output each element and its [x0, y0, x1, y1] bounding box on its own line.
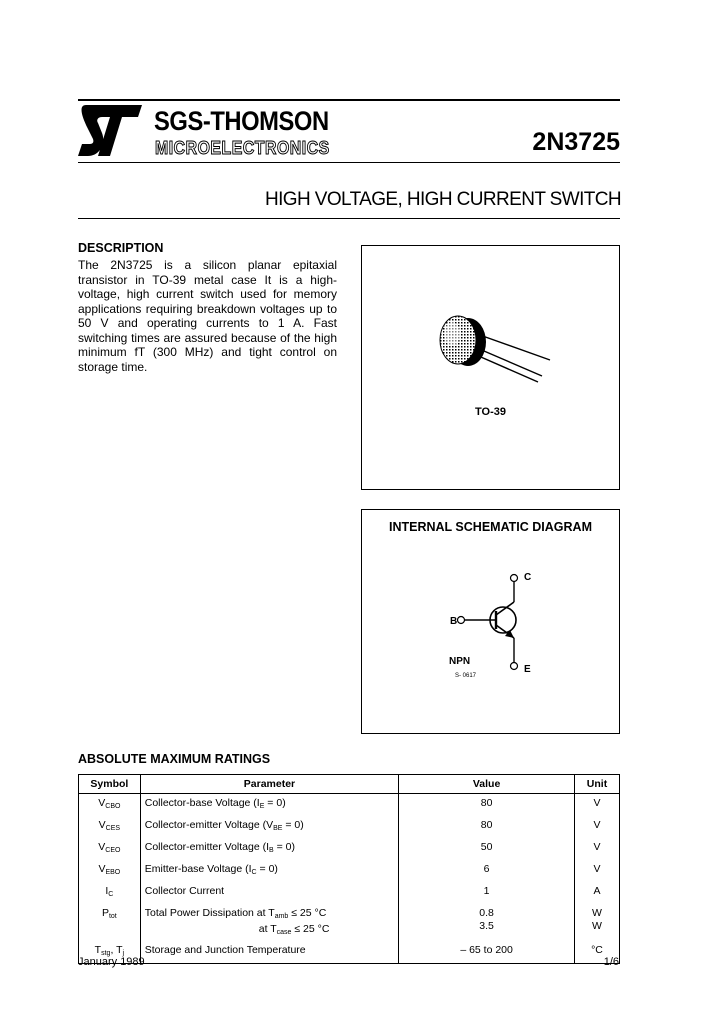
row-unit: V — [574, 860, 619, 882]
description-heading: DESCRIPTION — [78, 241, 164, 255]
pin-emitter-label: E — [524, 664, 531, 675]
row-value: 0.8 3.5 — [399, 904, 575, 941]
row-parameter: Collector-emitter Voltage $(I_B = 0)$ — [140, 838, 398, 860]
ratings-table — [78, 774, 620, 964]
pin-base-label: B — [450, 616, 458, 627]
schematic-title: INTERNAL SCHEMATIC DIAGRAM — [388, 520, 592, 534]
table-row — [79, 882, 620, 904]
row-symbol: $P_{tot}$ — [79, 904, 141, 941]
brand-subtitle: MICROELECTRONICS — [155, 138, 330, 158]
row-parameter: Storage and Junction Temperature — [140, 941, 398, 964]
table-row — [79, 794, 620, 817]
table-row — [79, 816, 620, 838]
part-number: 2N3725 — [532, 128, 620, 156]
row-symbol: $I_C$ — [79, 882, 141, 904]
row-unit: V — [574, 794, 619, 817]
col-parameter: Parameter — [140, 775, 398, 794]
row-symbol: $V_{CEO}$ — [79, 838, 141, 860]
title-rule — [78, 218, 620, 219]
package-label: TO-39 — [475, 406, 506, 418]
ratings-heading: ABSOLUTE MAXIMUM RATINGS — [78, 752, 271, 766]
table-row — [79, 904, 620, 941]
col-unit: Unit — [574, 775, 619, 794]
description-paragraph: The 2N3725 is a silicon planar epitaxial transistor in TO-39 metal case It is a high-voltage, high current switch used for memory applications requiring breakdown voltages up to 50 V and operating currents to 1 A. Fast switching times are assured because of the high minimum fT (300 MHz) and tight control on storage time. — [78, 258, 337, 374]
pin-collector-label: C — [524, 572, 532, 583]
row-unit: V — [574, 838, 619, 860]
col-value: Value — [399, 775, 575, 794]
description-text — [78, 258, 337, 374]
row-parameter: Emitter-base Voltage $(I_C = 0)$ — [140, 860, 398, 882]
header-top-rule — [78, 99, 620, 101]
row-symbol: $V_{EBO}$ — [79, 860, 141, 882]
row-parameter: Total Power Dissipation at $T_{amb} \le 25$ °C at $T_{case} \le 25$ °C — [140, 904, 398, 941]
row-unit: A — [574, 882, 619, 904]
row-symbol: $V_{CBO}$ — [79, 794, 141, 817]
row-parameter: Collector Current — [140, 882, 398, 904]
row-value: 6 — [399, 860, 575, 882]
npn-label: NPN — [449, 656, 471, 667]
row-value: 80 — [399, 816, 575, 838]
row-unit: °C — [574, 941, 619, 964]
page-title: HIGH VOLTAGE, HIGH CURRENT SWITCH — [265, 189, 621, 210]
table-row — [79, 838, 620, 860]
schematic-box — [361, 509, 620, 734]
to39-package-icon — [422, 304, 562, 394]
col-symbol: Symbol — [79, 775, 141, 794]
package-box — [361, 245, 620, 490]
row-unit: V — [574, 816, 619, 838]
row-value: 1 — [399, 882, 575, 904]
row-unit: W W — [574, 904, 619, 941]
st-logo-icon — [78, 103, 144, 158]
row-parameter: Collector-emitter Voltage $(V_{BE} = 0)$ — [140, 816, 398, 838]
row-symbol: $V_{CES}$ — [79, 816, 141, 838]
footer-date: January 1989 — [78, 956, 145, 968]
row-parameter: Collector-base Voltage $(I_E = 0)$ — [140, 794, 398, 817]
footer-page-number: 1/6 — [603, 956, 619, 968]
schematic-ref-code: S- 0617 — [455, 673, 477, 679]
row-value: 80 — [399, 794, 575, 817]
header-rule — [78, 162, 620, 163]
row-value: – 65 to 200 — [399, 941, 575, 964]
table-row — [79, 941, 620, 964]
row-symbol: $T_{stg}$, $T_j$ — [79, 941, 141, 964]
row-value: 50 — [399, 838, 575, 860]
ratings-header-row — [79, 775, 620, 794]
table-row — [79, 860, 620, 882]
brand-name: SGS-THOMSON — [154, 106, 329, 136]
